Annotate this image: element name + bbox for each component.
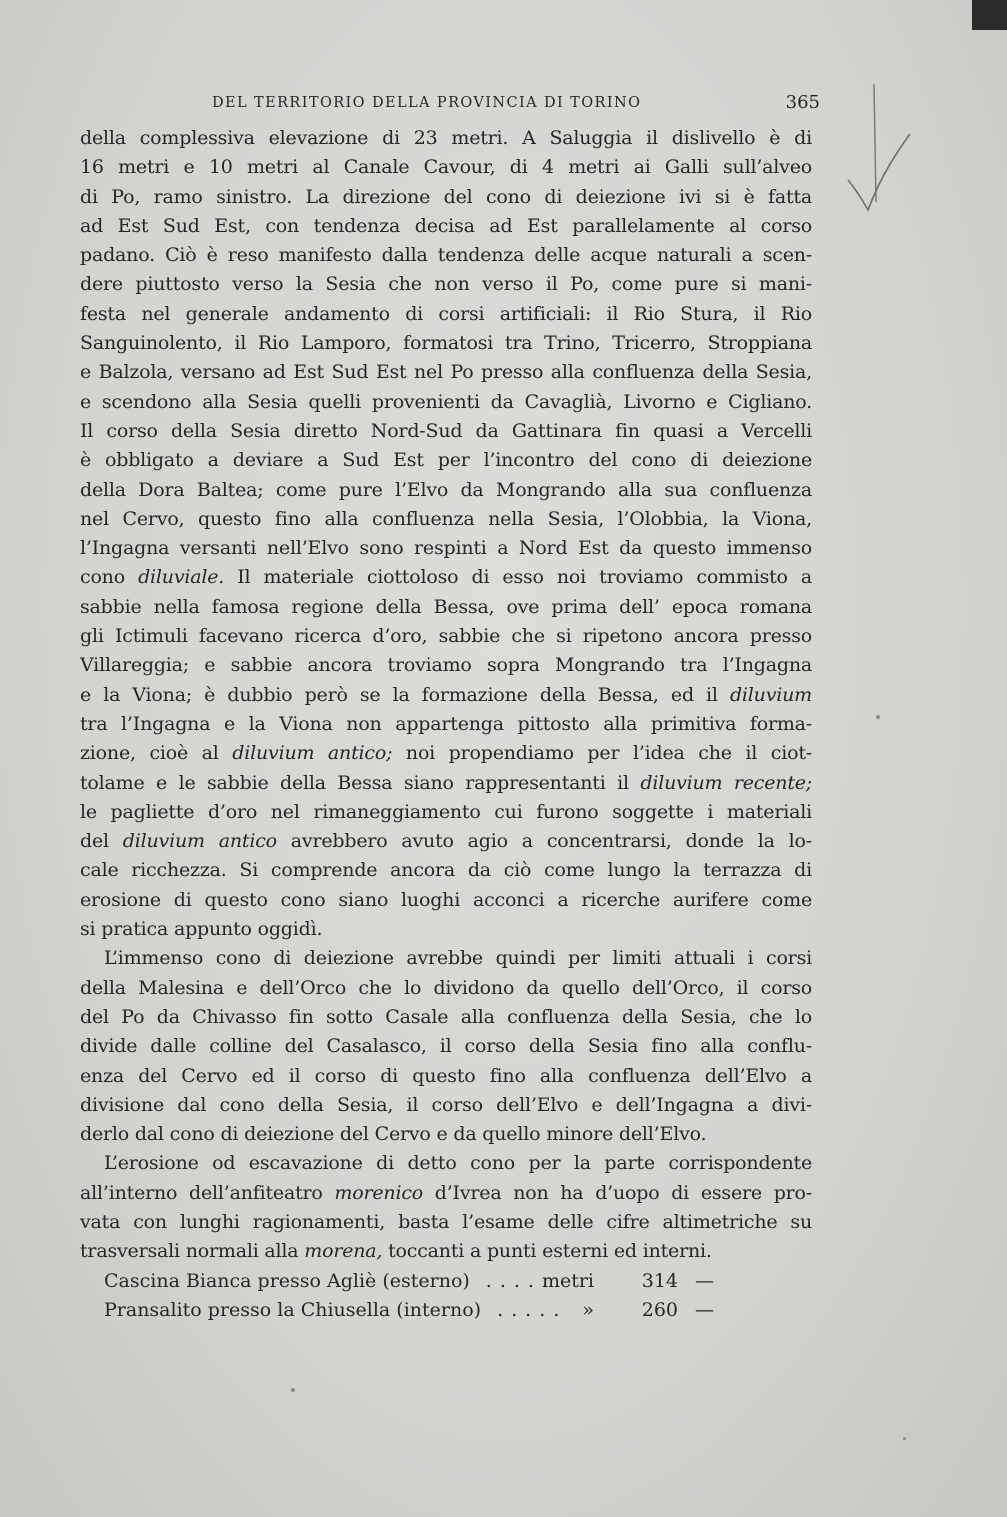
text-line	[80, 681, 812, 710]
running-title: DEL TERRITORIO DELLA PROVINCIA DI TORINO	[212, 95, 642, 111]
altitude-value: 314	[641, 1269, 678, 1292]
paragraph-first-line: L’immenso cono di deiezione avrebbe quindi per limiti attuali i corsi	[104, 947, 812, 970]
text-line	[80, 1179, 812, 1208]
altitude-value: 260	[641, 1298, 678, 1321]
text-line: le pagliette d’oro nel rimaneggiamento cui furono soggette i materiali	[80, 800, 812, 823]
text-line: della complessiva elevazione di 23 metri. A Saluggia il dislivello è di	[80, 127, 812, 149]
text-segment: avrebbero avuto agio a concentrarsi, donde la lo-	[276, 830, 812, 853]
text-line: del Po da Chivasso fin sotto Casale alla confluenza della Sesia, che lo	[80, 1005, 812, 1028]
text-line: divide dalle colline del Casalasco, il corso della Sesia fino alla conflu-	[80, 1035, 812, 1058]
running-head	[80, 89, 820, 117]
text-segment: e la Viona; è dubbio però se la formazione della Bessa, ed il	[80, 683, 730, 706]
text-line: dere piuttosto verso la Sesia che non verso il Po, come pure si mani-	[80, 273, 812, 296]
text-segment: del	[80, 830, 123, 853]
text-segment: cono	[80, 566, 139, 589]
text-segment: Il materiale ciottoloso di esso noi troviamo commisto a	[224, 566, 813, 589]
text-line	[80, 563, 812, 592]
paper-speck	[876, 715, 880, 719]
pencil-check-mark-icon	[844, 82, 914, 222]
text-line	[80, 739, 812, 768]
text-segment: zione, cioè al	[80, 742, 233, 765]
paper-speck	[903, 1437, 906, 1440]
text-line: festa nel generale andamento di corsi artificiali: il Rio Stura, il Rio	[80, 302, 812, 325]
text-line: è obbligato a deviare a Sud Est per l’incontro del cono di deiezione	[80, 449, 812, 472]
text-segment: noi propendiamo per l’idea che il ciot-	[392, 742, 812, 765]
paper-speck	[291, 1388, 295, 1392]
text-segment: toccanti a punti esterni ed interni.	[382, 1240, 712, 1263]
text-line: erosione di questo cono siano luoghi acconci a ricerche aurifere come	[80, 888, 812, 911]
text-line: della Malesina e dell’Orco che lo dividono da quello dell’Orco, il corso	[80, 976, 812, 999]
unit-cell: metri	[541, 1269, 594, 1292]
text-line	[80, 827, 812, 856]
text-line: padano. Ciò è reso manifesto dalla tendenza delle acque naturali a scen-	[80, 244, 812, 267]
text-segment: tolame e le sabbie della Bessa siano rappresentanti il	[80, 771, 641, 794]
leader-dots: .....	[497, 1298, 568, 1321]
text-line: cale ricchezza. Si comprende ancora da ciò come lungo la terrazza di	[80, 859, 812, 882]
text-line: gli Ictimuli facevano ricerca d’oro, sabbie che si ripetono ancora presso	[80, 625, 812, 648]
text-segment: all’interno dell’anfiteatro	[80, 1181, 335, 1204]
place-name: Cascina Bianca presso Agliè (esterno)	[104, 1269, 470, 1292]
text-line: l’Ingagna versanti nell’Elvo sono respinti a Nord Est da questo immenso	[80, 537, 812, 560]
text-segment: trasversali normali alla	[80, 1240, 305, 1263]
paragraph-last-line	[80, 1237, 812, 1266]
text-line: sabbie nella famosa regione della Bessa, ove prima dell’ epoca romana	[80, 595, 812, 618]
italic-term: diluviale.	[138, 566, 225, 589]
scan-corner-shadow	[972, 0, 1007, 30]
italic-term: diluvium	[729, 683, 812, 706]
text-line: divisione dal cono della Sesia, il corso dell’Elvo e dell’Ingagna a divi-	[80, 1093, 812, 1116]
paragraph-first-line: L’erosione od escavazione di detto cono per la parte corrispondente	[104, 1152, 812, 1175]
place-name: Pransalito presso la Chiusella (interno)	[104, 1298, 482, 1321]
text-line: 16 metri e 10 metri al Canale Cavour, di 4 metri ai Galli sull’alveo	[80, 156, 812, 179]
text-line: della Dora Baltea; come pure l’Elvo da Mongrando alla sua confluenza	[80, 478, 812, 501]
paragraph-last-line: derlo dal cono di deiezione del Cervo e da quello minore dell’Elvo.	[80, 1123, 707, 1146]
text-line: Sanguinolento, il Rio Lamporo, formatosi tra Trino, Tricerro, Stroppiana	[80, 332, 812, 355]
italic-term: diluvium antico	[122, 830, 277, 853]
text-line: enza del Cervo ed il corso di questo fino alla confluenza dell’Elvo a	[80, 1064, 812, 1087]
text-line: e scendono alla Sesia quelli provenienti da Cavaglià, Livorno e Cigliano.	[80, 390, 812, 413]
italic-term: diluvium recente;	[640, 771, 812, 794]
text-line: Villareggia; e sabbie ancora troviamo sopra Mongrando tra l’Ingagna	[80, 654, 812, 677]
dash-cell: —	[695, 1298, 714, 1321]
leader-dots: .....	[485, 1269, 556, 1292]
text-line: e Balzola, versano ad Est Sud Est nel Po presso alla confluenza della Sesia,	[80, 361, 812, 384]
italic-term: morena,	[304, 1240, 383, 1263]
text-line: vata con lunghi ragionamenti, basta l’esame delle cifre altimetriche su	[80, 1210, 812, 1233]
text-segment: d’Ivrea non ha d’uopo di essere pro-	[423, 1181, 812, 1204]
italic-term: morenico	[334, 1181, 423, 1204]
altitude-row	[80, 1296, 812, 1325]
paragraph-last-line: si pratica appunto oggidì.	[80, 918, 323, 941]
body-text	[80, 124, 812, 1325]
place-cell	[80, 1296, 568, 1325]
place-cell	[80, 1267, 556, 1296]
text-line	[80, 769, 812, 798]
text-line: di Po, ramo sinistro. La direzione del cono di deiezione ivi si è fatta	[80, 185, 812, 208]
text-line: ad Est Sud Est, con tendenza decisa ad Est parallelamente al corso	[80, 214, 812, 237]
altitude-row	[80, 1267, 812, 1296]
italic-term: diluvium antico;	[232, 742, 393, 765]
text-line: nel Cervo, questo fino alla confluenza nella Sesia, l’Olobbia, la Viona,	[80, 507, 812, 530]
text-line: Il corso della Sesia diretto Nord-Sud da Gattinara fin quasi a Vercelli	[80, 419, 812, 442]
unit-cell: »	[582, 1298, 594, 1321]
dash-cell: —	[695, 1269, 714, 1292]
text-line: tra l’Ingagna e la Viona non appartenga pittosto alla primitiva forma-	[80, 712, 812, 735]
page-number: 365	[785, 92, 820, 113]
